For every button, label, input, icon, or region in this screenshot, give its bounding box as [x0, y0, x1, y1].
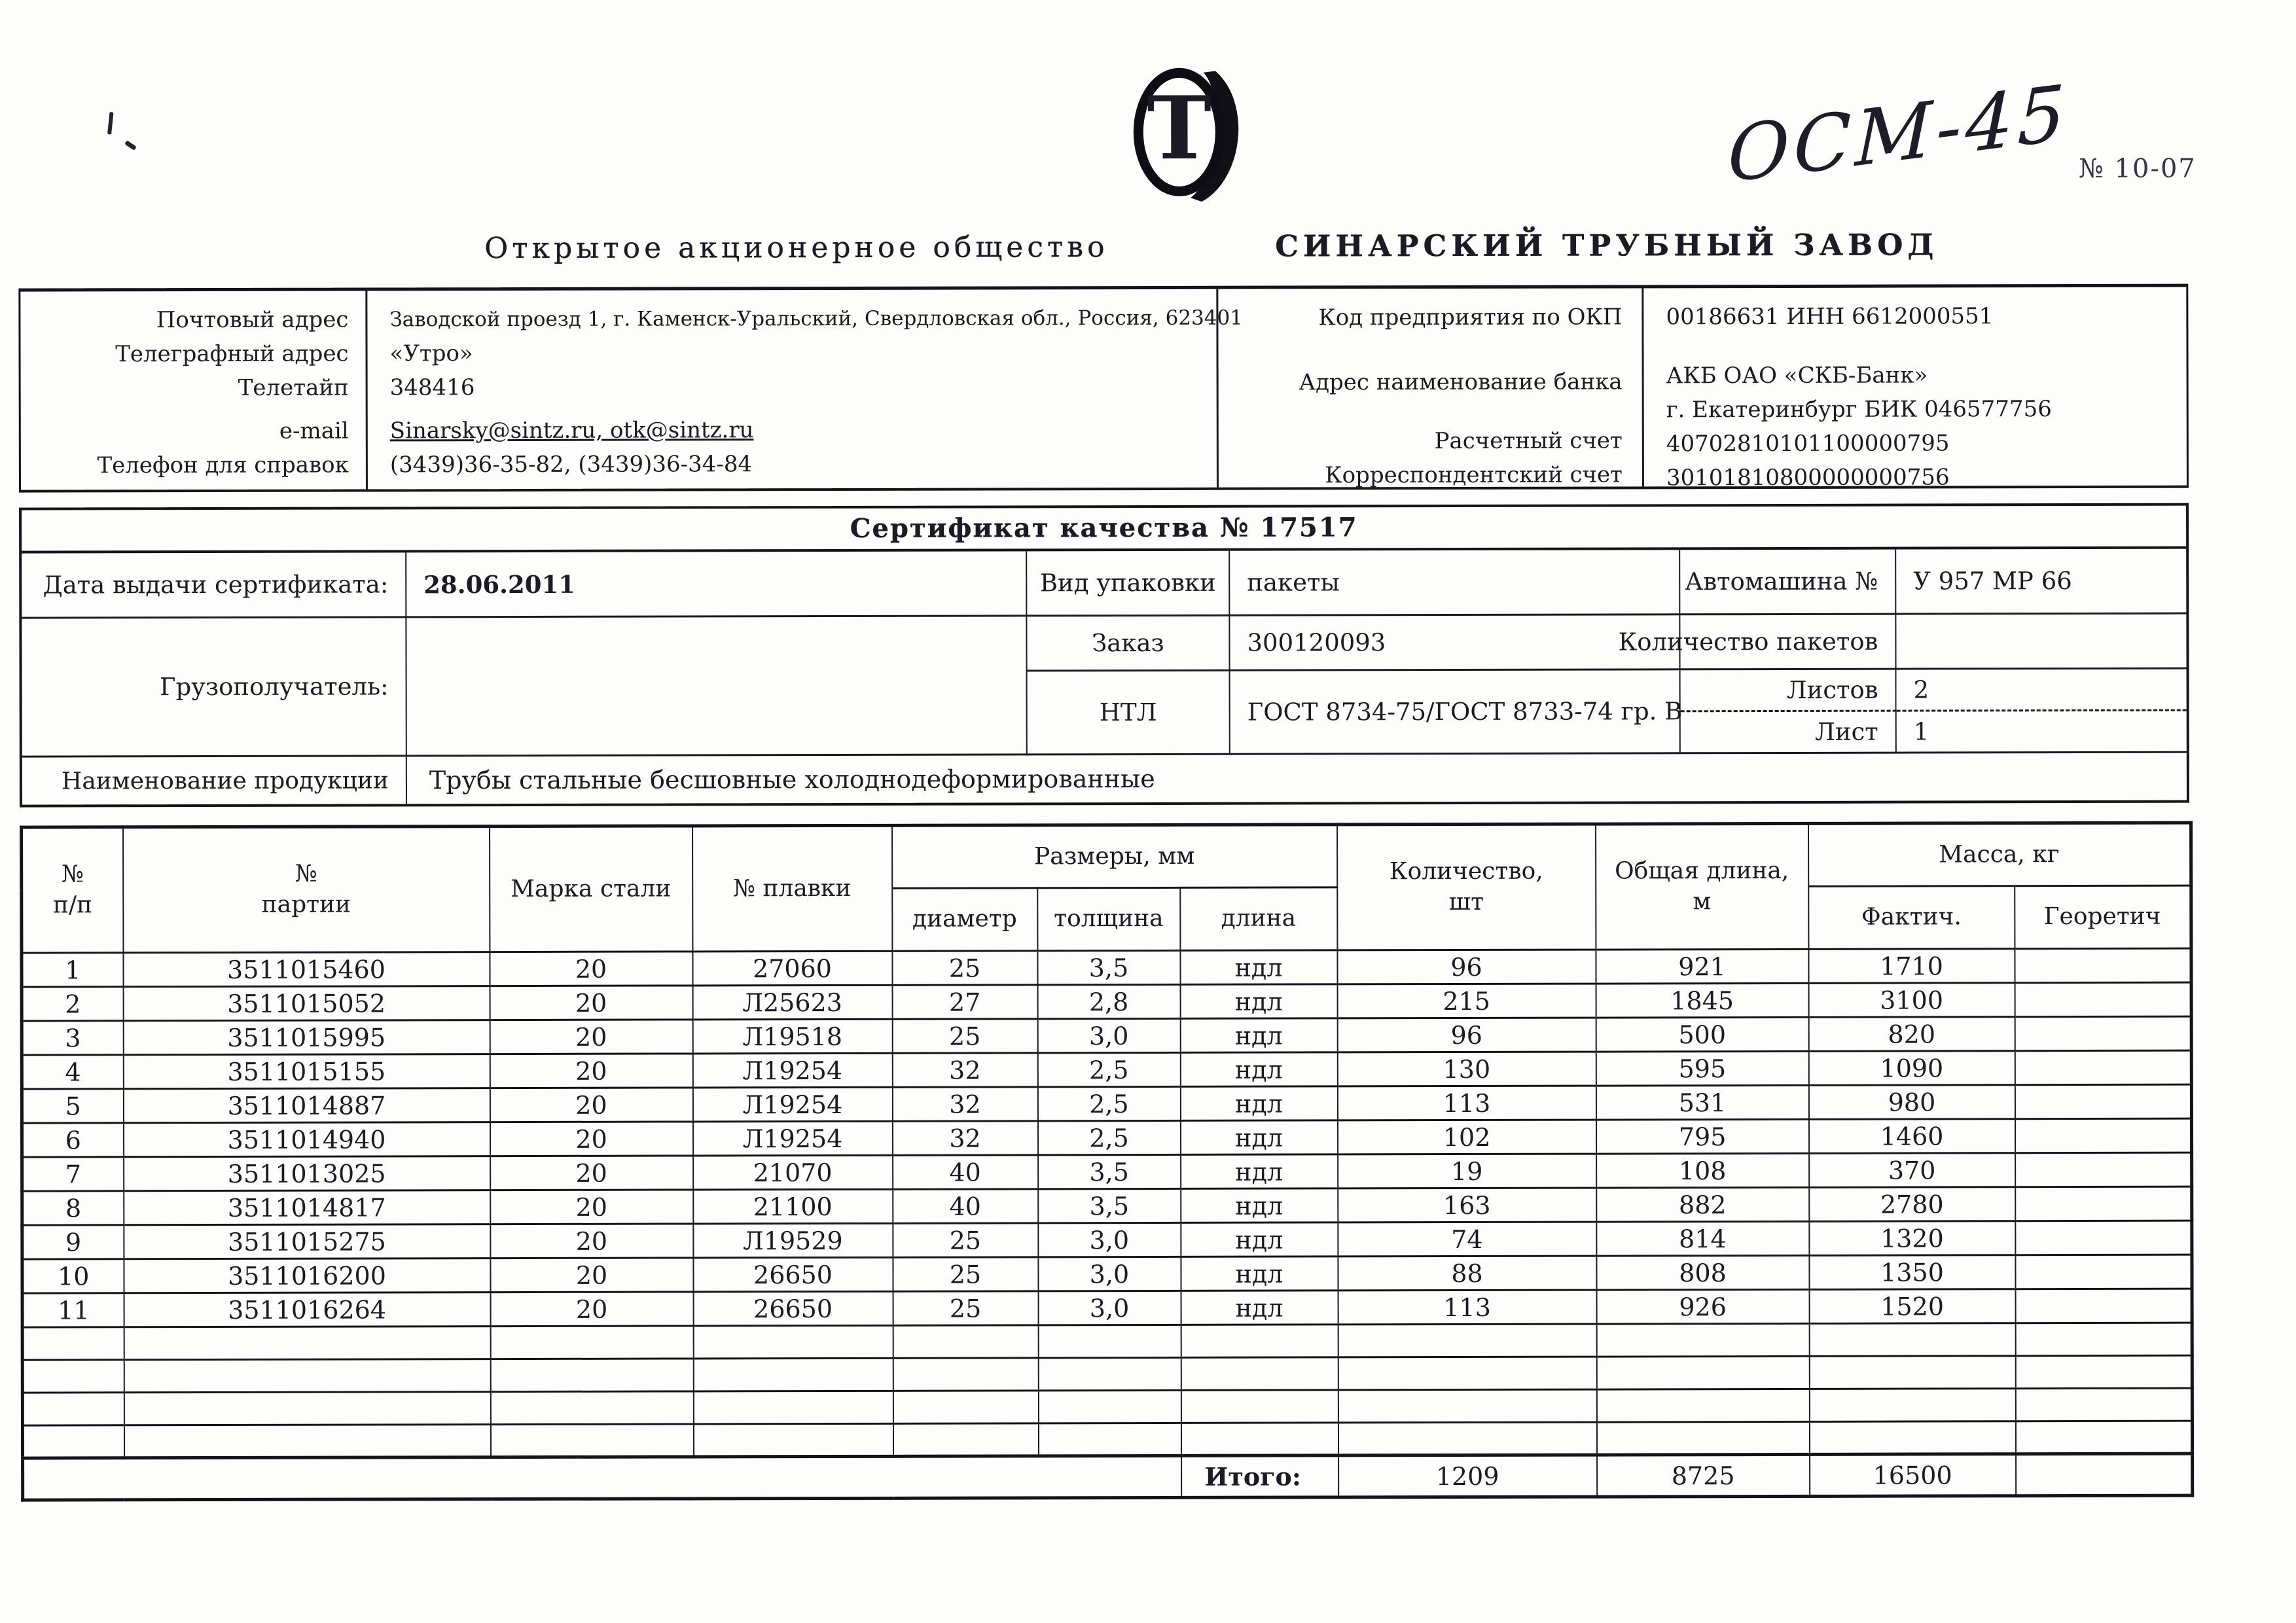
header-num: № п/п [22, 827, 123, 953]
empty-cell [490, 1391, 693, 1425]
header-heat-number: № плавки [692, 825, 892, 952]
cell-num: 8 [22, 1191, 124, 1225]
empty-row [22, 1421, 2192, 1458]
empty-cell [1596, 1389, 1809, 1422]
cell-steel: 20 [490, 1224, 693, 1258]
cell-dia: 25 [893, 1291, 1038, 1325]
cell-mass-actual: 820 [1808, 1017, 2015, 1052]
cell-heat: Л25623 [692, 985, 892, 1020]
cell-length: 500 [1596, 1017, 1808, 1052]
cell-length: 882 [1596, 1187, 1809, 1222]
cell-num: 11 [22, 1293, 124, 1327]
okp-code-label: Код предприятия по ОКП [1318, 304, 1623, 331]
order-label: Заказ [1027, 616, 1230, 672]
table-row [22, 1084, 2191, 1123]
table-body [22, 948, 2193, 1500]
cell-qty: 96 [1337, 1018, 1596, 1052]
cell-mass-actual: 980 [1808, 1085, 2015, 1120]
cell-mass-theor [2015, 948, 2191, 983]
cell-num: 10 [22, 1259, 124, 1293]
cell-heat: 27060 [692, 951, 892, 986]
settlement-account-label: Расчетный счет [1434, 427, 1623, 455]
product-name-value: Трубы стальные бесшовные холоднодеформированные [429, 764, 1155, 795]
cell-mass-theor [2015, 982, 2191, 1017]
cell-len: ндл [1180, 950, 1337, 985]
empty-row [22, 1355, 2192, 1393]
cell-mass-theor [2015, 1221, 2192, 1255]
empty-cell [22, 1393, 124, 1425]
cell-thick: 3,5 [1038, 1188, 1181, 1222]
cell-len: ндл [1180, 1052, 1337, 1087]
cell-batch: 3511015460 [123, 952, 490, 987]
cell-thick: 3,0 [1038, 1291, 1181, 1325]
cell-thick: 3,5 [1038, 1154, 1181, 1188]
cell-num: 6 [22, 1123, 123, 1157]
cell-num: 7 [22, 1157, 124, 1191]
cell-batch: 3511016264 [124, 1293, 490, 1327]
certificate-grid [22, 549, 2187, 758]
cell-len: ндл [1181, 1188, 1338, 1223]
cell-dia: 40 [893, 1155, 1038, 1189]
contacts-block [18, 284, 2189, 493]
cell-dia: 25 [893, 1257, 1038, 1291]
table-header [22, 823, 2191, 953]
empty-cell [1181, 1325, 1338, 1358]
consignee-label: Грузополучатель: [22, 618, 406, 757]
contacts-right-labels [1218, 288, 1644, 487]
header-thickness: толщина [1037, 887, 1180, 950]
cell-mass-theor [2015, 1255, 2192, 1289]
cell-len: ндл [1180, 1120, 1337, 1155]
header-length: длина [1180, 887, 1337, 951]
cell-mass-actual: 370 [1809, 1153, 2015, 1188]
cell-batch: 3511014887 [123, 1088, 490, 1123]
empty-row [22, 1388, 2192, 1425]
cell-thick: 2,5 [1037, 1120, 1180, 1154]
cell-length: 814 [1596, 1221, 1809, 1256]
empty-cell [693, 1358, 893, 1391]
cell-steel: 20 [490, 1190, 693, 1224]
empty-cell [124, 1327, 490, 1360]
cell-qty: 102 [1338, 1120, 1596, 1154]
cell-dia: 25 [892, 951, 1037, 985]
cell-mass-theor [2015, 1118, 2192, 1153]
cell-heat: Л19254 [692, 1053, 892, 1088]
empty-cell [1181, 1357, 1338, 1391]
cell-length: 926 [1596, 1289, 1809, 1324]
table-row [22, 1186, 2192, 1225]
empty-cell [2015, 1323, 2192, 1356]
cell-steel: 20 [490, 986, 692, 1020]
cell-heat: Л19254 [692, 1121, 892, 1156]
header-mass-actual: Фактич. [1808, 886, 2015, 950]
header-mass-theoretical: Георетич [2015, 885, 2191, 949]
header-total-length: Общая длина, м [1596, 823, 1808, 950]
org-type-heading: Открытое акционерное общество [484, 230, 1109, 266]
pipes-table [20, 821, 2194, 1502]
cell-steel: 20 [490, 1292, 693, 1327]
consignee-value [406, 616, 1027, 757]
empty-cell [490, 1326, 693, 1359]
packages-count-label: Количество пакетов [1680, 615, 1896, 671]
sheet-label: Лист [1681, 712, 1897, 755]
cell-heat: Л19529 [693, 1223, 893, 1258]
header-quantity: Количество, шт [1337, 824, 1596, 950]
sheet-value: 1 [1897, 711, 2187, 754]
empty-cell [1338, 1389, 1596, 1423]
cell-mass-actual: 1520 [1809, 1289, 2015, 1324]
cell-qty: 215 [1337, 984, 1596, 1018]
cell-batch: 3511014940 [123, 1122, 490, 1157]
totals-label: Итого: [1181, 1455, 1338, 1498]
empty-cell [490, 1359, 693, 1392]
empty-cell [693, 1423, 893, 1457]
table-row [22, 1050, 2191, 1089]
packaging-label: Вид упаковки [1027, 551, 1230, 617]
telegraph-address-value: «Утро» [389, 340, 473, 367]
cell-mass-actual: 1350 [1809, 1255, 2015, 1290]
cell-num: 2 [22, 987, 123, 1021]
table-row [22, 1255, 2192, 1293]
okp-code-value: 00186631 ИНН 6612000551 [1666, 303, 1994, 330]
empty-cell [693, 1325, 893, 1359]
cell-batch: 3511013025 [124, 1156, 490, 1191]
form-number-note: № 10-07 [2078, 153, 2197, 185]
cell-mass-theor [2015, 1016, 2191, 1051]
postal-address-label: Почтовый адрес [156, 306, 349, 334]
cell-num: 3 [22, 1021, 123, 1055]
cell-length: 531 [1596, 1085, 1808, 1120]
empty-cell [1038, 1357, 1181, 1390]
empty-cell [1338, 1422, 1596, 1455]
empty-cell [2015, 1388, 2192, 1421]
bank-city-bik-value: г. Екатеринбург БИК 046577756 [1666, 396, 2052, 423]
empty-cell [22, 1360, 124, 1393]
cell-batch: 3511015275 [124, 1224, 490, 1259]
empty-cell [1596, 1323, 1809, 1357]
contacts-left-labels [20, 291, 368, 490]
cell-steel: 20 [490, 1088, 692, 1122]
contacts-left-values [367, 289, 1243, 490]
cell-mass-theor [2015, 1289, 2192, 1323]
empty-cell [1809, 1356, 2015, 1389]
cell-batch: 3511015052 [123, 986, 490, 1021]
cell-heat: Л19518 [692, 1019, 892, 1054]
cell-dia: 32 [892, 1121, 1037, 1155]
cell-mass-actual: 2780 [1809, 1187, 2015, 1222]
empty-cell [893, 1391, 1038, 1423]
cell-len: ндл [1181, 1222, 1338, 1257]
ntd-label: НТЛ [1028, 671, 1230, 756]
empty-row [22, 1323, 2192, 1360]
empty-cell [124, 1359, 490, 1393]
cell-steel: 20 [490, 952, 692, 986]
empty-cell [1809, 1323, 2015, 1357]
product-row [22, 753, 2187, 805]
header-sizes: Размеры, мм [892, 825, 1337, 888]
cell-qty: 113 [1338, 1290, 1596, 1325]
email-value: Sinarsky@sintz.ru, otk@sintz.ru [389, 417, 754, 444]
empty-cell [893, 1325, 1038, 1358]
cell-qty: 88 [1338, 1256, 1596, 1291]
issue-date-label: Дата выдачи сертификата: [22, 552, 406, 618]
cell-thick: 3,0 [1037, 1018, 1180, 1052]
table-row [22, 1016, 2191, 1055]
cell-num: 9 [22, 1225, 124, 1259]
empty-cell [1596, 1421, 1809, 1455]
scan-artifact [107, 112, 113, 134]
cell-qty: 130 [1337, 1052, 1596, 1086]
header-diameter: диаметр [892, 888, 1037, 951]
empty-cell [1038, 1423, 1181, 1455]
phone-label: Телефон для справок [97, 452, 349, 479]
totals-row [23, 1454, 2193, 1500]
cell-mass-theor [2015, 1050, 2191, 1085]
table-row [22, 1221, 2192, 1259]
cell-heat: 26650 [693, 1257, 893, 1292]
truck-label: Автомашина № [1680, 550, 1896, 616]
empty-cell [1038, 1325, 1181, 1357]
cell-len: ндл [1181, 1154, 1338, 1189]
bank-name-value: АКБ ОАО «СКБ-Банк» [1666, 362, 1928, 389]
header-mass: Масса, кг [1808, 823, 2191, 886]
empty-cell [124, 1392, 490, 1425]
table-row [22, 1152, 2192, 1191]
empty-cell [1181, 1390, 1338, 1423]
cell-qty: 163 [1338, 1188, 1596, 1222]
cell-thick: 3,5 [1037, 950, 1180, 984]
cell-batch: 3511014817 [124, 1190, 490, 1225]
cell-dia: 25 [893, 1223, 1038, 1257]
cell-thick: 3,0 [1038, 1257, 1181, 1291]
cell-qty: 74 [1338, 1222, 1596, 1257]
empty-cell [1181, 1423, 1338, 1456]
logo-letter-t: Т [1147, 77, 1212, 180]
handwritten-stamp: ОСМ-45 [1727, 68, 2070, 200]
cell-heat: 21070 [693, 1155, 893, 1190]
totals-mass-theor-blank [2016, 1454, 2193, 1496]
telegraph-address-label: Телеграфный адрес [115, 340, 349, 368]
table-row [22, 948, 2191, 987]
cell-steel: 20 [490, 1156, 693, 1190]
totals-mass: 16500 [1810, 1454, 2016, 1497]
certificate-block [19, 503, 2189, 808]
cell-mass-actual: 1460 [1809, 1119, 2015, 1154]
cell-thick: 3,0 [1038, 1222, 1181, 1257]
cell-thick: 2,5 [1037, 1086, 1180, 1120]
cell-qty: 113 [1337, 1086, 1596, 1120]
order-value: 300120093 [1230, 615, 1680, 671]
issue-date-value: 28.06.2011 [406, 551, 1027, 618]
cell-length: 921 [1596, 949, 1808, 984]
cell-qty: 96 [1337, 950, 1596, 984]
cell-length: 108 [1596, 1153, 1809, 1188]
cell-num: 1 [22, 953, 123, 987]
teletype-value: 348416 [389, 374, 475, 401]
cell-batch: 3511015995 [123, 1020, 490, 1055]
packaging-value: пакеты [1230, 550, 1680, 616]
cell-heat: 21100 [693, 1189, 893, 1224]
sheets-value: 2 [1897, 669, 2187, 712]
cell-mass-actual: 1090 [1808, 1051, 2015, 1086]
cell-length: 595 [1596, 1051, 1808, 1086]
cell-mass-theor [2015, 1186, 2192, 1221]
cell-len: ндл [1180, 1086, 1337, 1121]
teletype-label: Телетайп [238, 374, 349, 401]
phone-value: (3439)36-35-82, (3439)36-34-84 [389, 451, 753, 478]
empty-cell [1038, 1390, 1181, 1423]
empty-cell [893, 1423, 1038, 1456]
cell-thick: 2,8 [1037, 984, 1180, 1018]
empty-cell [1338, 1357, 1596, 1390]
empty-cell [124, 1425, 490, 1458]
bank-label: Адрес наименование банка [1299, 368, 1623, 396]
cell-steel: 20 [490, 1020, 692, 1054]
cell-dia: 40 [893, 1189, 1038, 1223]
totals-lead-blank [23, 1455, 1181, 1500]
table-row [22, 982, 2191, 1021]
certificate-title: Сертификат качества № 17517 [22, 506, 2186, 554]
cell-dia: 32 [892, 1087, 1037, 1121]
company-logo [1130, 64, 1242, 208]
cell-length: 795 [1596, 1119, 1809, 1154]
corr-account-label: Корреспондентский счет [1325, 461, 1623, 489]
cell-batch: 3511015155 [123, 1054, 490, 1089]
empty-cell [22, 1425, 124, 1458]
settlement-account-value: 40702810101100000795 [1666, 430, 1950, 457]
cell-mass-actual: 1320 [1809, 1221, 2015, 1256]
table-row [22, 1289, 2192, 1327]
cell-length: 808 [1596, 1255, 1809, 1290]
header-batch: № партии [123, 827, 490, 953]
empty-cell [22, 1327, 124, 1360]
cell-qty: 19 [1338, 1154, 1596, 1188]
cell-mass-actual: 3100 [1808, 983, 2015, 1018]
cell-steel: 20 [490, 1258, 693, 1293]
contacts-right-values [1643, 287, 2187, 491]
cell-length: 1845 [1596, 983, 1808, 1018]
empty-cell [490, 1424, 693, 1457]
cell-mass-theor [2015, 1084, 2191, 1119]
cell-steel: 20 [490, 1054, 692, 1088]
cell-len: ндл [1181, 1257, 1338, 1291]
cell-num: 5 [22, 1089, 123, 1123]
postal-address-value: Заводской проезд 1, г. Каменск-Уральский, Свердловская обл., Россия, 623401 [389, 306, 1243, 332]
cell-dia: 25 [892, 1019, 1037, 1053]
cell-len: ндл [1180, 1018, 1337, 1053]
totals-length: 8725 [1597, 1454, 1810, 1497]
sheets-label: Листов [1681, 670, 1897, 713]
cell-batch: 3511016200 [124, 1258, 490, 1293]
header-steel-grade: Марка стали [490, 826, 692, 952]
ntd-value: ГОСТ 8734-75/ГОСТ 8733-74 гр. В [1230, 670, 1681, 755]
truck-value: У 957 МР 66 [1896, 549, 2186, 615]
table-row [22, 1118, 2191, 1157]
empty-cell [2015, 1421, 2192, 1454]
empty-cell [693, 1391, 893, 1424]
product-name-label: Наименование продукции [22, 757, 407, 804]
empty-cell [2015, 1355, 2192, 1389]
corr-account-value: 30101810800000000756 [1666, 464, 1950, 491]
cell-mass-actual: 1710 [1808, 949, 2015, 984]
cell-len: ндл [1180, 984, 1337, 1019]
org-name-heading: СИНАРСКИЙ ТРУБНЫЙ ЗАВОД [1275, 227, 1939, 264]
cell-dia: 27 [892, 985, 1037, 1019]
empty-cell [893, 1358, 1038, 1391]
totals-quantity: 1209 [1338, 1455, 1597, 1497]
cell-thick: 2,5 [1037, 1052, 1180, 1086]
cell-len: ндл [1181, 1291, 1338, 1325]
cell-num: 4 [22, 1055, 123, 1089]
empty-cell [1338, 1324, 1596, 1357]
packages-count-value [1896, 615, 2186, 670]
cell-heat: 26650 [693, 1291, 893, 1326]
email-label: e-mail [279, 418, 349, 444]
empty-cell [1809, 1389, 2015, 1422]
cell-dia: 32 [892, 1053, 1037, 1087]
empty-cell [1596, 1356, 1809, 1389]
cell-mass-theor [2015, 1152, 2192, 1187]
cell-heat: Л19254 [692, 1087, 892, 1122]
cell-steel: 20 [490, 1122, 692, 1156]
empty-cell [1809, 1421, 2015, 1455]
